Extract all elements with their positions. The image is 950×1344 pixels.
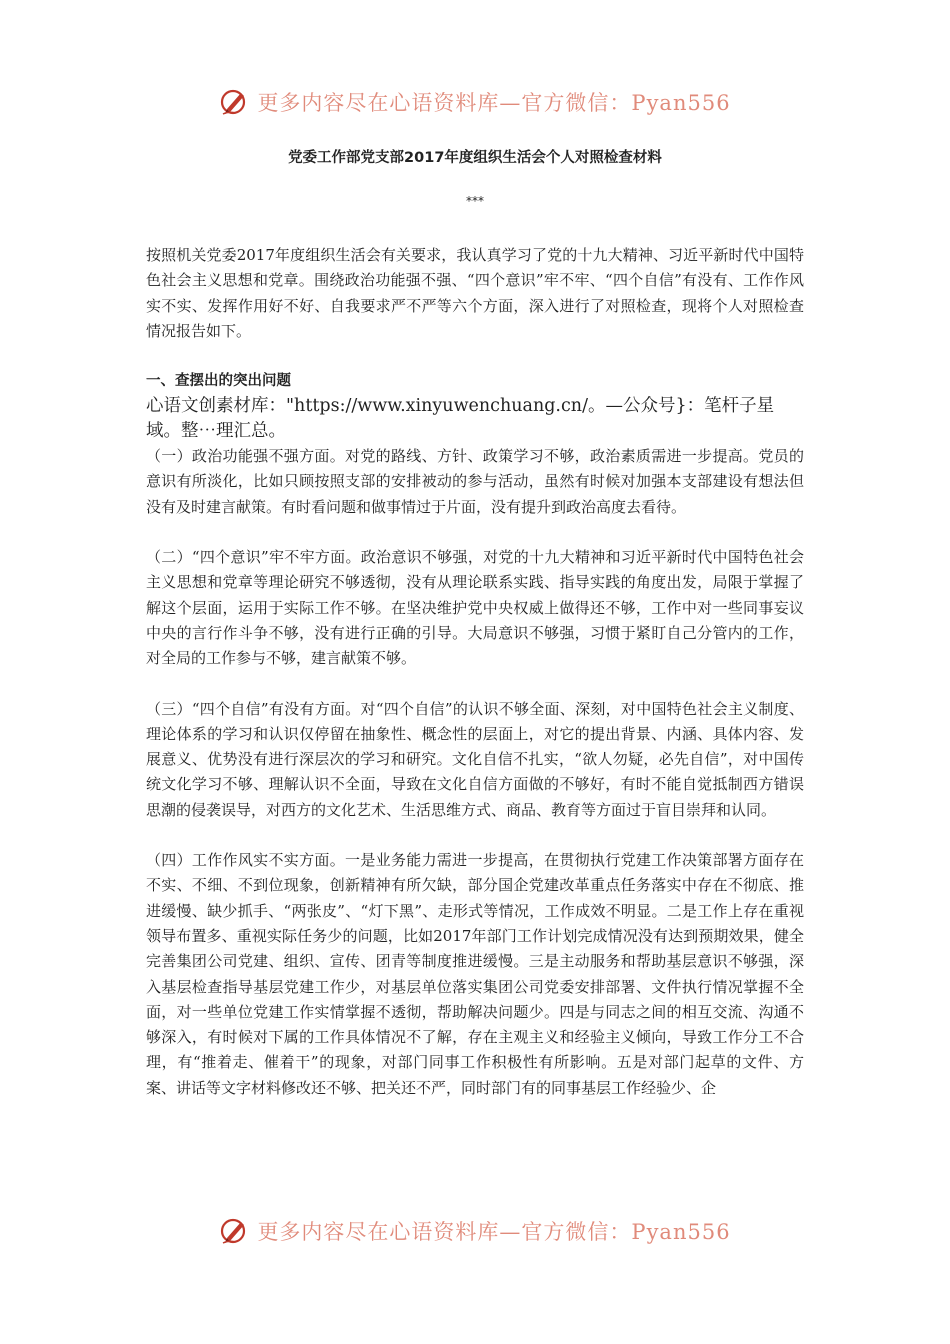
paragraph-2: （二）“四个意识”牢不牢方面。政治意识不够强，对党的十九大精神和习近平新时代中国特色社会主义思想和党章等理论研究不够透彻，没有从理论联系实践、指导实践的角度出发，局限于掌握了解这个层面，运用于实际工作不够。在坚决维护党中央权威上做得还不够，工作中对一些同事妄议中央的言行作斗争不够，没有进行正确的引导。大局意识不够强，习惯于紧盯自己分管内的工作，对全局的工作参与不够，建言献策不够。 bbox=[146, 548, 804, 668]
paragraph-4: （四）工作作风实不实方面。一是业务能力需进一步提高，在贯彻执行党建工作决策部署方面存在不实、不细、不到位现象，创新精神有所欠缺，部分国企党建改革重点任务落实中存在不彻底、推进缓慢、缺少抓手、“两张皮”、“灯下黑”、走形式等情况，工作成效不明显。二是工作上存在重视领导布置多、重视实际任务少的问题，比如2017年部门工作计划完成情况没有达到预期效果，健全完善集团公司党建、组织、宣传、团青等制度推进缓慢。三是主动服务和帮助基层意识不够强，深入基层检查指导基层党建工作少，对基层单位落实集团公司党委安排部署、文件执行情况掌握不全面，对一些单位党建工作实情掌握不透彻，帮助解决问题少。四是与同志之间的相互交流、沟通不够深入，有时候对下属的工作具体情况不了解，存在主观主义和经验主义倾向，导致工作分工不合理，有“推着走、催着干”的现象，对部门同事工作积极性有所影响。五是对部门起草的文件、方案、讲话等文字材料修改还不够、把关还不严，同时部门有的同事基层工作经验少、企 bbox=[146, 851, 804, 1097]
paragraph-1: （一）政治功能强不强方面。对党的路线、方针、政策学习不够，政治素质需进一步提高。党员的意识有所淡化，比如只顾按照支部的安排被动的参与活动，虽然有时候对加强本支部建设有想法但没有及时建言献策。有时看问题和做事情过于片面，没有提升到政治高度去看待。 bbox=[146, 447, 804, 516]
separator-stars: *** bbox=[466, 194, 484, 208]
section-heading: 一、查摆出的突出问题 bbox=[146, 373, 291, 390]
intro-paragraph: 按照机关党委2017年度组织生活会有关要求，我认真学习了党的十九大精神、习近平新时代中国特色社会主义思想和党章。围绕政治功能强不强、“四个意识”牢不牢、“四个自信”有没有、工作作风实不实、发挥作用好不好、自我要求严不严等六个方面，深入进行了对照检查，现将个人对照检查情况报告如下。 bbox=[146, 246, 804, 340]
promo-line: 心语文创素材库："https://www.xinyuwenchuang.cn/。—公众号}：笔杆子星域。整⋯理汇总。 bbox=[146, 396, 775, 442]
banner-text: 更多内容尽在心语资料库—官方微信：Pyan556 bbox=[257, 91, 731, 115]
banner-text: 更多内容尽在心语资料库—官方微信：Pyan556 bbox=[257, 1220, 731, 1244]
pen-logo-icon bbox=[219, 87, 249, 117]
pen-logo-icon bbox=[219, 1216, 249, 1246]
header-banner bbox=[0, 82, 950, 122]
document-body bbox=[146, 243, 804, 1101]
document-title: 党委工作部党支部2017年度组织生活会个人对照检查材料 bbox=[288, 150, 662, 166]
footer-banner bbox=[0, 1211, 950, 1251]
paragraph-3: （三）“四个自信”有没有方面。对“四个自信”的认识不够全面、深刻，对中国特色社会主义制度、理论体系的学习和认识仅停留在抽象性、概念性的层面上，对它的提出背景、内涵、具体内容、发展意义、优势没有进行深层次的学习和研究。文化自信不扎实，“欲人勿疑，必先自信”，对中国传统文化学习不够、理解认识不全面，导致在文化自信方面做的不够好，有时不能自觉抵制西方错误思潮的侵袭误导，对西方的文化艺术、生活思维方式、商品、教育等方面过于盲目崇拜和认同。 bbox=[146, 699, 804, 819]
